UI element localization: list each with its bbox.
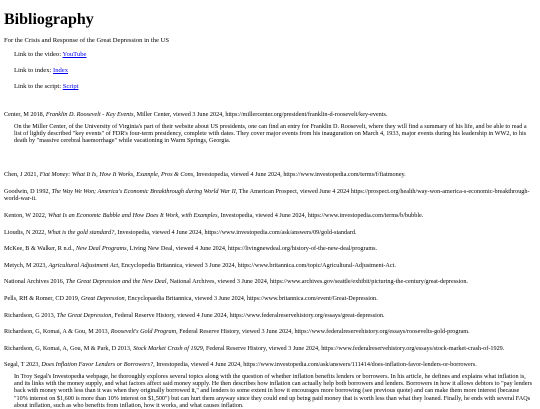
reference-entry-metych: Metych, M 2023, Agricultural Adjustment Act, Encyclopedia Britannica, viewed 3 June 2024, https://www.britannica.com/topic/Agricultural-Adjustment-Act.: [4, 261, 396, 269]
video-link-prefix: Link to the video:: [14, 51, 63, 58]
script-link-prefix: Link to the script:: [14, 83, 63, 90]
index-link[interactable]: Index: [53, 67, 69, 74]
reference-entry-kenton: Kenton, W 2022, What Is an Economic Bubble and How Does It Work, with Examples, Investopedia, viewed 4 June 2024, https://www.investopedia.com/terms/b/bubble.: [4, 211, 424, 219]
annotation-center: On the Miller Center, of the University of Virginia's part of their website about US presidents, one can find an entry for Franklin D. Roosevelt, where they will find a summary of his life, and be able to read a list of lightly described "key events" of FDR's four-term presidency, complete with dates. They cover major events from his inauguration on March 4, 1933, major events during his leadership in WW2, to his death by "massive cerebral haemorrhage" while vacationing in Warm Springs, Georgia.: [14, 122, 527, 144]
reference-entry-segal: Segal, T 2023, Does Inflation Favor Lenders or Borrowers?, Investopedia, viewed 4 June 2024, https://www.investopedia.com/ask/answers/111414/does-inflation-favor-lenders-or-borrowers.: [4, 361, 477, 369]
reference-entry-lioudis: Lioudis, N 2022, What is the gold standard?, Investopedia, viewed 4 June 2024, https://www.investopedia.com/ask/answers/09/gold-standard.: [4, 228, 357, 236]
reference-entry-center: Center, M 2018, Franklin D. Roosevelt - Key Events, Miller Center, viewed 3 June 2024, https://millercenter.org/president/franklin-d-roosevelt/key-events.: [4, 111, 388, 118]
reference-entry-richardson-2013b: Richardson, G, Komai, A & Gou, M 2013, Roosevelt's Gold Program, Federal Reserve History, viewed 3 June 2024, https://www.federalreservehistory.org/essays/roosevelts-gold-program.: [4, 328, 470, 336]
page-title: Bibliography: [4, 11, 94, 28]
annotation-segal: In Troy Segal's Investopedia webpage, he thoroughly explores several topics along with the question of whether inflation benefits lenders or borrowers. In his article, he defines and explains what inflation is, and its links with the money supply, and what factors affect said money supply. He then describes how inflation can actually help both borrowers and lenders. Borrowers in how it allows debtors to "pay lenders back with money worth less than it was when they originally borrowed it," and lenders to some extent in how it encourages more borrowing (see previous quote) and can make them more interest (because "10% interest on $1,600 is more than 10% interest on $1,500") but can hurt them anyway since they could end up being paid money that is worth less than what they loaned. Finally, he ends with several FAQs about inflation, such as who benefits from inflation, how it works, and what causes inflation.: [14, 372, 532, 409]
reference-entry-goodwin: Goodwin, D 1992, The Way We Won; America's Economic Breakthrough during World War II, The American Prospect, viewed June 4 2024 https://prospect.org/health/way-won-america-s-economic-breakthrough-world-war-ii.: [4, 187, 530, 203]
index-link-prefix: Link to index:: [14, 67, 54, 74]
reference-entry-mckee: McKee, B & Walker, R n.d., New Deal Programs, Living New Deal, viewed 4 June 2024, https://livingnewdeal.org/history-of-the-new-deal/programs.: [4, 245, 378, 253]
script-link[interactable]: Script: [62, 83, 79, 90]
reference-entry-richardson-2013a: Richardson, G 2013, The Great Depression, Federal Reserve History, viewed 4 June 2024, https://www.federalreservehistory.org/essays/great-depression.: [4, 311, 385, 319]
reference-entry-national-archives: National Archives 2016, The Great Depression and the New Deal, National Archives, viewed 3 June 2024, https://www.archives.gov/seattle/exhibit/picturing-the-century/great-depression.: [4, 278, 468, 286]
reference-entry-chen: Chen, J 2021, Fiat Money: What It Is, How It Works, Example, Pros & Cons, Investopedia, viewed 4 June 2024, https://www.investopedia.com/terms/f/fiatmoney.: [4, 171, 406, 179]
video-link[interactable]: YouTube: [62, 51, 87, 58]
reference-entry-pells: Pells, RH & Romer, CD 2019, Great Depression, Encyclopaedia Britannica, viewed 3 June 2024, https://www.britannica.com/event/Great-Depression.: [4, 294, 378, 302]
script-link-line: [14, 83, 536, 91]
index-link-line: [14, 67, 536, 75]
reference-entry-richardson-2013c: Richardson, G, Komai, A, Gou, M & Park, D 2013, Stock Market Crash of 1929, Federal Reserve History, viewed 3 June 2024, https://www.federalreservehistory.org/essays/stock-market-crash-of-1929.: [4, 344, 505, 352]
page-subtitle: For the Crisis and Response of the Great Depression in the US: [4, 37, 170, 44]
video-link-line: [14, 51, 536, 59]
